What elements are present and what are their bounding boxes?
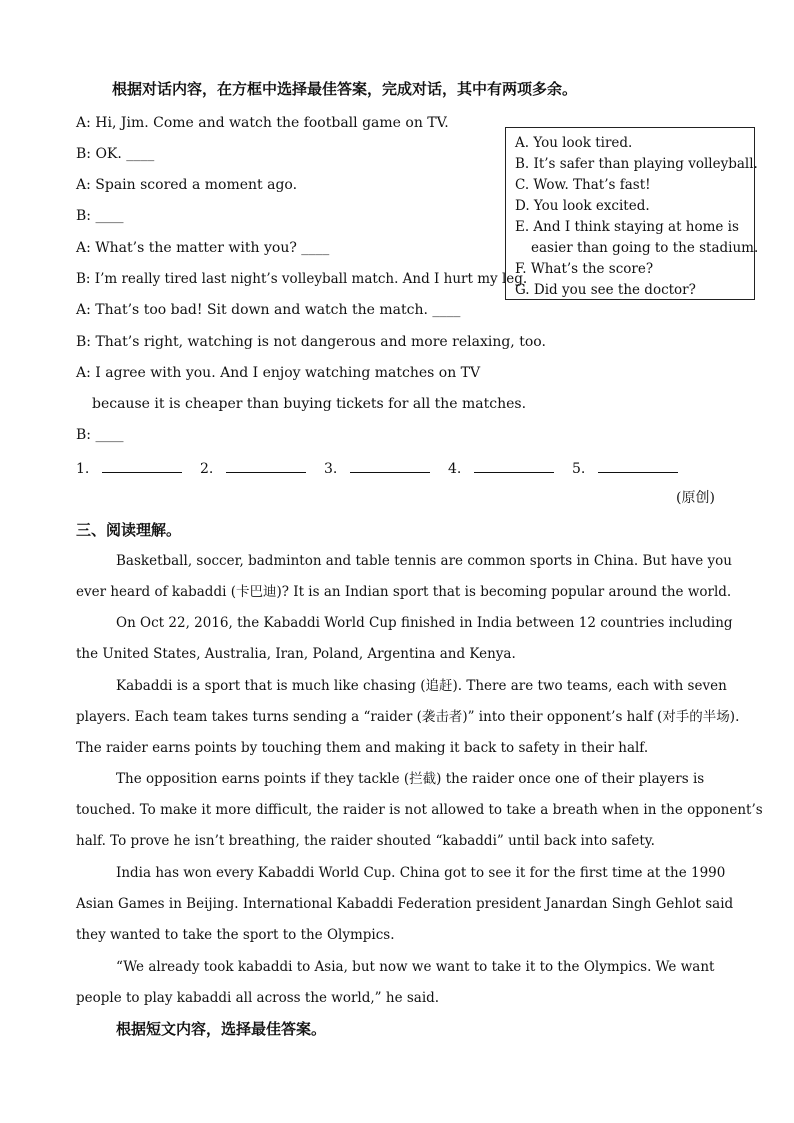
paragraph-line: On Oct 22, 2016, the Kabaddi World Cup finished in India between 12 countries including (116, 615, 733, 631)
paragraph-line: Kabaddi is a sport that is much like chasing (追赶). There are two teams, each with seven (116, 678, 727, 694)
dialogue-line: A: I agree with you. And I enjoy watching matches on TV (76, 365, 481, 381)
paragraph-line: Asian Games in Beijing. International Kabaddi Federation president Janardan Singh Gehlot said (76, 896, 734, 912)
answer-blank-4[interactable] (448, 458, 554, 478)
paragraph-line: Basketball, soccer, badminton and table tennis are common sports in China. But have you (116, 553, 732, 569)
source-note: (原创) (676, 490, 715, 506)
answer-line[interactable] (350, 458, 430, 473)
section-heading: 三、阅读理解。 (76, 521, 182, 539)
instruction-heading: 根据对话内容，在方框中选择最佳答案，完成对话，其中有两项多余。 (112, 80, 578, 98)
paragraph-line: half. To prove he isn’t breathing, the raider shouted “kabaddi” until back into safety. (76, 833, 655, 849)
answer-line[interactable] (474, 458, 554, 473)
answer-blank-3[interactable] (324, 458, 430, 478)
dialogue-line: A: That’s too bad! Sit down and watch the match. ____ (76, 302, 461, 318)
dialogue-line: B: I’m really tired last night’s volleyball match. And I hurt my leg. (76, 271, 528, 287)
option-f: F. What’s the score? (515, 261, 654, 277)
paragraph-line: India has won every Kabaddi World Cup. China got to see it for the first time at the 1990 (116, 865, 726, 881)
final-heading: 根据短文内容，选择最佳答案。 (116, 1020, 327, 1038)
paragraph-line: players. Each team takes turns sending a “raider (袭击者)” into their opponent’s half (对手的半场). (76, 709, 740, 725)
dialogue-line: because it is cheaper than buying tickets for all the matches. (92, 396, 527, 412)
dialogue-line: A: Hi, Jim. Come and watch the football game on TV. (76, 115, 449, 131)
paragraph-line: “We already took kabaddi to Asia, but now we want to take it to the Olympics. We want (116, 959, 715, 975)
answer-line[interactable] (598, 458, 678, 473)
dialogue-line: A: What’s the matter with you? ____ (76, 240, 330, 256)
answer-blank-2[interactable] (200, 458, 306, 478)
answer-number: 2. (200, 461, 214, 477)
dialogue-line: B: ____ (76, 208, 124, 224)
option-a: A. You look tired. (515, 135, 633, 151)
paragraph-line: people to play kabaddi all across the world,” he said. (76, 990, 440, 1006)
option-g: G. Did you see the doctor? (515, 282, 696, 298)
option-b: B. It’s safer than playing volleyball. (515, 156, 758, 172)
paragraph-line: ever heard of kabaddi (卡巴迪)? It is an Indian sport that is becoming popular around the world. (76, 584, 732, 600)
dialogue-line: A: Spain scored a moment ago. (76, 177, 298, 193)
answer-line[interactable] (102, 458, 182, 473)
answer-line[interactable] (226, 458, 306, 473)
answer-number: 4. (448, 461, 462, 477)
option-c: C. Wow. That’s fast! (515, 177, 651, 193)
answer-blank-1[interactable] (76, 458, 182, 478)
paragraph-line: the United States, Australia, Iran, Poland, Argentina and Kenya. (76, 646, 516, 662)
dialogue-line: B: ____ (76, 427, 124, 443)
answer-number: 5. (572, 461, 586, 477)
paragraph-line: touched. To make it more difficult, the raider is not allowed to take a breath when in the opponent’s (76, 802, 763, 818)
dialogue-line: B: That’s right, watching is not dangerous and more relaxing, too. (76, 334, 546, 350)
answer-blank-5[interactable] (572, 458, 678, 478)
paragraph-line: The opposition earns points if they tackle (拦截) the raider once one of their players is (116, 771, 705, 787)
options-box (505, 127, 759, 300)
answer-number: 1. (76, 461, 90, 477)
option-e: E. And I think staying at home is (515, 219, 739, 235)
paragraph-line: The raider earns points by touching them and making it back to safety in their half. (76, 740, 649, 756)
paragraph-line: they wanted to take the sport to the Olympics. (76, 927, 395, 943)
option-e-continued: easier than going to the stadium. (531, 240, 759, 256)
option-d: D. You look excited. (515, 198, 650, 214)
dialogue-line: B: OK. ____ (76, 146, 155, 162)
answer-number: 3. (324, 461, 338, 477)
